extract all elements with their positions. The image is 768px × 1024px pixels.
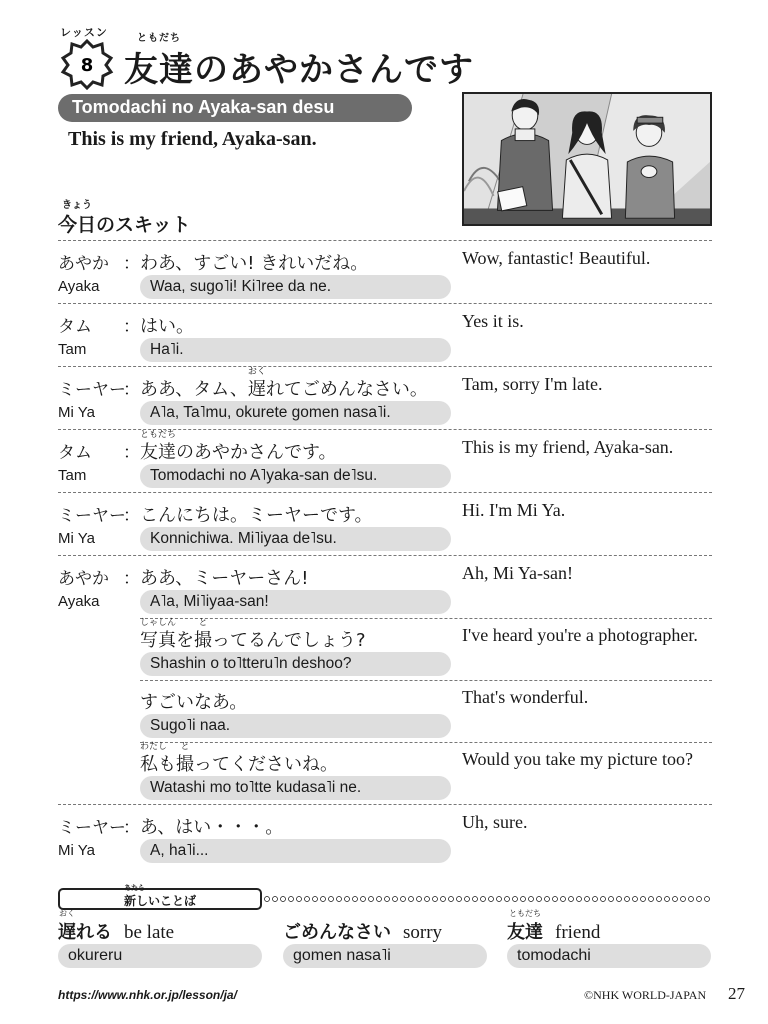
ruby-reading: ともだち bbox=[140, 430, 177, 440]
english-line: Would you take my picture too? bbox=[462, 749, 693, 769]
skit-dialogue bbox=[58, 240, 712, 867]
japanese-line: こんにちは。ミーヤーです。 bbox=[140, 505, 373, 526]
vocab-word: ごめんなさい sorry bbox=[283, 922, 443, 943]
lesson-header bbox=[60, 26, 480, 90]
copyright: ©NHK WORLD-JAPAN bbox=[584, 988, 707, 1002]
dialogue-row bbox=[58, 366, 712, 429]
english-line: Hi. I'm Mi Ya. bbox=[462, 500, 566, 520]
vocab-meaning: friend bbox=[555, 922, 601, 943]
speaker-colon: ： bbox=[123, 506, 140, 526]
speaker-colon: ： bbox=[123, 254, 140, 274]
speaker-en: Mi Ya bbox=[58, 404, 95, 421]
speaker-jp: タム bbox=[58, 317, 92, 337]
vocab-romaji: gomen nasa˥i bbox=[283, 944, 487, 968]
dialogue-row bbox=[58, 555, 712, 804]
ruby-reading: わたし bbox=[140, 742, 168, 752]
speaker-jp: ミーヤー bbox=[58, 506, 126, 526]
skit-illustration bbox=[462, 92, 712, 226]
speaker-en: Ayaka bbox=[58, 278, 100, 295]
dialogue-line bbox=[58, 304, 712, 366]
japanese-line: すごいなあ。 bbox=[140, 692, 248, 713]
vocab-romaji: tomodachi bbox=[507, 944, 711, 968]
ruby-reading: しゃしん bbox=[140, 618, 177, 628]
speaker-jp: ミーヤー bbox=[58, 818, 126, 838]
dialogue-row bbox=[58, 804, 712, 867]
chain-divider bbox=[262, 894, 712, 904]
romaji-title: Tomodachi no Ayaka-san desu bbox=[58, 94, 412, 122]
ruby-reading: おく bbox=[59, 909, 75, 918]
dialogue-line bbox=[58, 241, 712, 303]
dialogue-line bbox=[58, 618, 712, 680]
romaji-line: Konnichiwa. Mi˥iyaa de˥su. bbox=[140, 527, 451, 551]
new-words-label: あたら 新しいことば bbox=[58, 888, 262, 910]
english-line: Wow, fantastic! Beautiful. bbox=[462, 248, 651, 268]
speaker-colon: ： bbox=[123, 380, 140, 400]
english-line: Yes it is. bbox=[462, 311, 524, 331]
romaji-line: Sugo˥i naa. bbox=[140, 714, 451, 738]
vocab-word: ともだち 友達 friend bbox=[507, 909, 601, 943]
vocab-item bbox=[283, 918, 443, 964]
vocab-meaning: be late bbox=[124, 922, 175, 943]
speaker-colon: ： bbox=[123, 569, 140, 589]
romaji-line: Shashin o to˥tteru˥n deshoo? bbox=[140, 652, 451, 676]
english-line: I've heard you're a photographer. bbox=[462, 625, 698, 645]
dialogue-line bbox=[58, 805, 712, 867]
speaker-jp: あやか bbox=[58, 254, 109, 274]
dialogue-line bbox=[58, 680, 712, 742]
dialogue-row bbox=[58, 240, 712, 303]
lesson-label: レッスン bbox=[60, 26, 108, 39]
english-line: Ah, Mi Ya-san! bbox=[462, 563, 574, 583]
ruby-reading: と bbox=[198, 618, 208, 628]
page-title: ともだち 友達のあやかさんです bbox=[124, 42, 474, 91]
dialogue-row bbox=[58, 303, 712, 366]
new-words-ruby: あたら bbox=[123, 884, 145, 892]
line-divider bbox=[140, 742, 712, 743]
speaker-colon: ： bbox=[123, 443, 140, 463]
vocab-item bbox=[58, 909, 175, 964]
line-divider bbox=[140, 680, 712, 681]
dialogue-line bbox=[58, 556, 712, 618]
english-subtitle: This is my friend, Ayaka-san. bbox=[68, 128, 317, 150]
dialogue-row bbox=[58, 492, 712, 555]
vocab-romaji: okureru bbox=[58, 944, 262, 968]
dialogue-row bbox=[58, 429, 712, 492]
speaker-en: Mi Ya bbox=[58, 842, 95, 859]
speaker-jp: タム bbox=[58, 443, 92, 463]
japanese-line: ともだち 友達のあやかさんです。 bbox=[140, 438, 337, 464]
romaji-line: Tomodachi no A˥yaka-san de˥su. bbox=[140, 464, 451, 488]
english-line: Uh, sure. bbox=[462, 812, 528, 832]
lesson-number-badge bbox=[60, 38, 114, 90]
ruby-reading: と bbox=[180, 742, 190, 752]
lesson-number: 8 bbox=[80, 55, 94, 76]
english-line: That's wonderful. bbox=[462, 687, 589, 707]
japanese-line: しゃしん 写真を と 撮ってるんでしょう? bbox=[140, 626, 366, 652]
speaker-colon: ： bbox=[123, 317, 140, 337]
japanese-line: はい。 bbox=[140, 316, 194, 337]
title-ruby: ともだち bbox=[137, 33, 181, 44]
vocab-word: おく 遅れる be late bbox=[58, 909, 175, 943]
skit-heading-ruby: きょう bbox=[62, 200, 92, 211]
dialogue-line bbox=[58, 493, 712, 555]
ruby-reading: ともだち bbox=[509, 909, 541, 918]
speaker-colon: ： bbox=[123, 818, 140, 838]
speaker-en: Tam bbox=[58, 341, 87, 358]
japanese-line: ああ、ミーヤーさん! bbox=[140, 568, 309, 589]
speaker-en: Ayaka bbox=[58, 593, 100, 610]
japanese-line: わあ、すごい! きれいだね。 bbox=[140, 253, 369, 274]
skit-heading: きょう 今日のスキット bbox=[58, 210, 191, 237]
vocab-meaning: sorry bbox=[403, 922, 443, 943]
romaji-line: A, ha˥i... bbox=[140, 839, 451, 863]
romaji-line: Ha˥i. bbox=[140, 338, 451, 362]
speaker-en: Tam bbox=[58, 467, 87, 484]
page-number: 27 bbox=[728, 984, 745, 1003]
footer-url-link[interactable]: https://www.nhk.or.jp/lesson/ja/ bbox=[58, 988, 237, 1002]
english-line: Tam, sorry I'm late. bbox=[462, 374, 603, 394]
dialogue-line bbox=[58, 742, 712, 804]
japanese-line: わたし 私も と 撮ってくださいね。 bbox=[140, 750, 338, 776]
dialogue-line bbox=[58, 430, 712, 492]
speaker-jp: あやか bbox=[58, 569, 109, 589]
dialogue-line bbox=[58, 367, 712, 429]
romaji-line: Watashi mo to˥tte kudasa˥i ne. bbox=[140, 776, 451, 800]
romaji-line: A˥a, Mi˥iyaa-san! bbox=[140, 590, 451, 614]
japanese-line: ああ、タム、 おく 遅れてごめんなさい。 bbox=[140, 375, 428, 401]
line-divider bbox=[140, 618, 712, 619]
english-line: This is my friend, Ayaka-san. bbox=[462, 437, 674, 457]
japanese-line: あ、はい・・・。 bbox=[140, 817, 284, 838]
vocab-item bbox=[507, 909, 601, 964]
romaji-line: Waa, sugo˥i! Ki˥ree da ne. bbox=[140, 275, 451, 299]
speaker-jp: ミーヤー bbox=[58, 380, 126, 400]
romaji-line: A˥a, Ta˥mu, okurete gomen nasa˥i. bbox=[140, 401, 451, 425]
speaker-en: Mi Ya bbox=[58, 530, 95, 547]
ruby-reading: おく bbox=[247, 367, 266, 377]
